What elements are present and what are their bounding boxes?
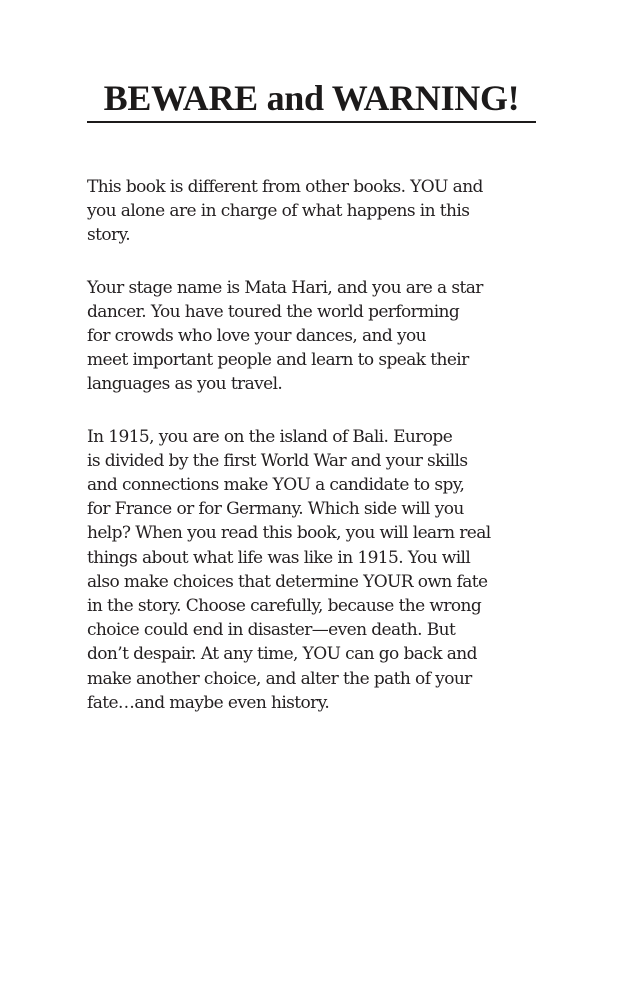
paragraph-intro xyxy=(87,175,547,248)
title-block xyxy=(87,78,536,118)
text-line: languages as you travel. xyxy=(87,374,283,395)
text-line: also make choices that determine YOUR own fate xyxy=(87,571,488,592)
text-line: In 1915, you are on the island of Bali. Europe xyxy=(87,426,453,447)
text-line: you alone are in charge of what happens in this xyxy=(87,201,470,222)
text-line: fate…and maybe even history. xyxy=(87,692,330,713)
paragraph-1915 xyxy=(87,425,547,715)
text-line: story. xyxy=(87,225,131,246)
paragraph-stage-name xyxy=(87,276,547,397)
text-line: for France or for Germany. Which side will you xyxy=(87,499,464,520)
text-line: Your stage name is Mata Hari, and you are a star xyxy=(87,277,483,298)
text-line: in the story. Choose carefully, because the wrong xyxy=(87,596,482,617)
text-line: choice could end in disaster—even death. But xyxy=(87,620,456,641)
text-line: meet important people and learn to speak their xyxy=(87,350,469,371)
text-line: help? When you read this book, you will learn real xyxy=(87,523,491,544)
text-line: and connections make YOU a candidate to spy, xyxy=(87,475,465,496)
text-line: is divided by the first World War and your skills xyxy=(87,450,468,471)
text-line: don’t despair. At any time, YOU can go back and xyxy=(87,644,477,665)
text-line: dancer. You have toured the world performing xyxy=(87,301,460,322)
body-text xyxy=(87,175,547,743)
text-line: make another choice, and alter the path of your xyxy=(87,668,472,689)
page-title: BEWARE and WARNING! xyxy=(103,78,520,118)
text-line: This book is different from other books. YOU and xyxy=(87,177,483,197)
text-line: things about what life was like in 1915. You will xyxy=(87,547,471,568)
title-underline-rule xyxy=(87,121,536,123)
text-line: for crowds who love your dances, and you xyxy=(87,326,426,347)
